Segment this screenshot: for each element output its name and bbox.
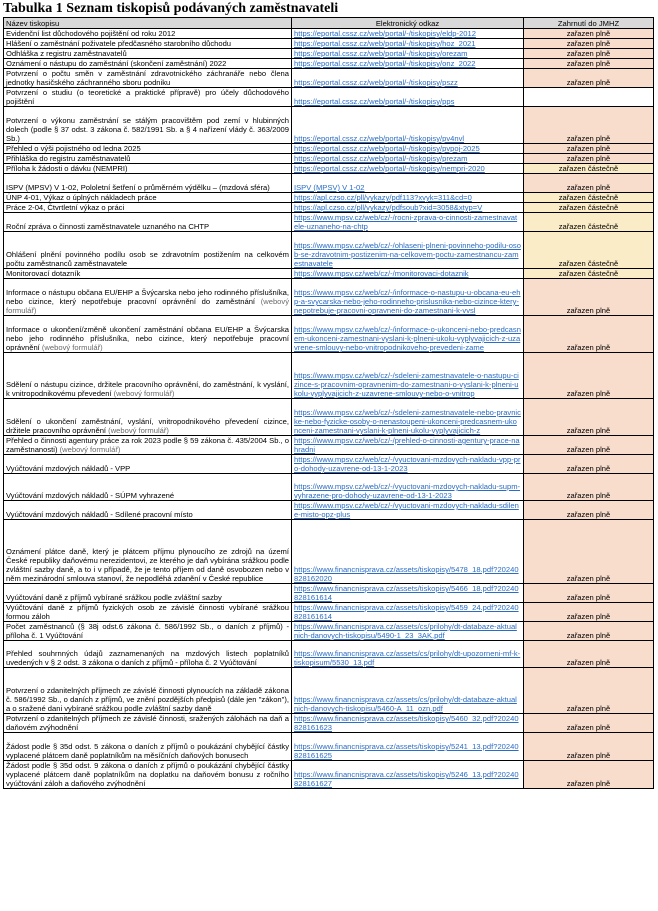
form-name-cell — [4, 107, 292, 144]
jmhz-status: zařazen plně — [524, 279, 654, 316]
form-name: Přehled souhrnných údajů zaznamenaných na mzdových listech poplatníků uvedených v § 2 odst. 3 zákona o daních z příjmů - příloha č. 2 Vyúčtování — [6, 649, 289, 667]
form-name-cell — [4, 733, 292, 761]
table-row — [4, 455, 654, 474]
electronic-link[interactable]: https://eportal.cssz.cz/web/portal/-/tiskopisy/hoz_2021 — [292, 39, 524, 49]
table-row — [4, 59, 654, 69]
table-row — [4, 144, 654, 154]
table-row — [4, 501, 654, 520]
table-row — [4, 668, 654, 714]
web-form-note: (webový formulář) — [59, 445, 121, 454]
electronic-link[interactable]: ISPV (MPSV) V 1-02 — [292, 174, 524, 193]
form-name: Žádost podle § 35d odst. 9 zákona o daních z příjmů o poukázání chybějící částky vyplacené plátcem daně poplatníkům na doplatku na daňovém bonusu z ročního vyúčtování záloh a daňového zvýhodnění — [6, 761, 289, 788]
table-row — [4, 399, 654, 436]
table-row — [4, 436, 654, 455]
table-row — [4, 213, 654, 232]
jmhz-status: zařazen plně — [524, 107, 654, 144]
electronic-link[interactable]: https://www.financnisprava.cz/assets/tiskopisy/5460_32.pdf?20240828161623 — [292, 714, 524, 733]
table-row — [4, 69, 654, 88]
electronic-link[interactable]: https://eportal.cssz.cz/web/portal/-/tiskopisy/orezam — [292, 49, 524, 59]
web-form-note: (webový formulář) — [41, 343, 103, 352]
table-row — [4, 603, 654, 622]
form-name: ÚNP 4-01, Výkaz o úplných nákladech práce — [6, 193, 157, 202]
form-name: Sdělení o ukončení zaměstnání, vyslání, vnitropodnikového převedení cizince, držitele pracovního oprávnění — [6, 417, 289, 435]
jmhz-status: zařazen plně — [524, 39, 654, 49]
form-name: Oznámení o nástupu do zaměstnání (skončení zaměstnání) 2022 — [6, 59, 227, 68]
electronic-link[interactable]: https://eportal.cssz.cz/web/portal/-/tiskopisy/pszz — [292, 69, 524, 88]
form-name-cell — [4, 641, 292, 668]
electronic-link[interactable]: https://www.financnisprava.cz/assets/tiskopisy/5478_18.pdf?20240828162020 — [292, 520, 524, 584]
form-name-cell — [4, 59, 292, 69]
jmhz-status: zařazen plně — [524, 668, 654, 714]
form-name: Oznámení plátce daně, který je plátcem příjmu plynoucího ze zdrojů na území České republiky daňovému nerezidentovi, ze kterého je daň vybírána srážkou podle zvláštní sazby daně, a to i v případě, že je tento příjem od daně osvobozen nebo v něm mezinárodní smlouva stanoví, že nepodléhá zdanění v České republice — [6, 547, 289, 583]
electronic-link[interactable]: https://www.financnisprava.cz/assets/cs/prilohy/dt-databaze-aktualnich-danovych-tiskopisu/5490-1_23_3AK.pdf — [292, 622, 524, 641]
table-row — [4, 29, 654, 39]
table-row — [4, 714, 654, 733]
electronic-link[interactable]: https://www.mpsv.cz/web/cz/-/monitorovaci-dotaznik — [292, 269, 524, 279]
electronic-link[interactable]: https://eportal.cssz.cz/web/portal/-/tiskopisy/onz_2022 — [292, 59, 524, 69]
form-name: Počet zaměstnanců (§ 38j odst.6 zákona č. 586/1992 Sb., o daních z příjmů) - příloha č. 1 Vyúčtování — [6, 622, 289, 640]
electronic-link[interactable]: https://eportal.cssz.cz/web/portal/-/tiskopisy/pvpoj-2025 — [292, 144, 524, 154]
form-name: Monitorovací dotazník — [6, 269, 81, 278]
form-name-cell — [4, 269, 292, 279]
table-row — [4, 174, 654, 193]
form-name: Sdělení o nástupu cizince, držitele pracovního oprávnění, do zaměstnání, k vyslání, k vnitropodnikovému převedení — [6, 380, 289, 398]
table-row — [4, 88, 654, 107]
jmhz-status: zařazen plně — [524, 154, 654, 164]
form-name-cell — [4, 603, 292, 622]
electronic-link[interactable]: https://www.mpsv.cz/web/cz/-/prehled-o-cinnosti-agentury-prace-nahradni — [292, 436, 524, 455]
electronic-link[interactable]: https://www.financnisprava.cz/assets/tiskopisy/5466_18.pdf?20240828161614 — [292, 584, 524, 603]
header-form-name: Název tiskopisu — [4, 18, 292, 29]
form-name-cell — [4, 399, 292, 436]
table-row — [4, 49, 654, 59]
jmhz-status: zařazen plně — [524, 353, 654, 399]
form-name-cell — [4, 193, 292, 203]
jmhz-status: zařazen plně — [524, 584, 654, 603]
table-row — [4, 232, 654, 269]
jmhz-status: zařazen plně — [524, 59, 654, 69]
jmhz-status: zařazen částečně — [524, 232, 654, 269]
form-name: Hlášení o zaměstnání poživatele předčasného starobního důchodu — [6, 39, 232, 48]
form-name: Potvrzení o zdanitelných příjmech ze závislé činnosti, sražených zálohách na daň a daňovém zvýhodnění — [6, 714, 289, 732]
table-row — [4, 316, 654, 353]
form-name-cell — [4, 474, 292, 501]
form-name-cell — [4, 316, 292, 353]
form-name: Vyúčtování mzdových nákladů - SÚPM vyhrazené — [6, 491, 175, 500]
jmhz-status: zařazen plně — [524, 69, 654, 88]
form-name-cell — [4, 436, 292, 455]
electronic-link[interactable]: https://www.mpsv.cz/web/cz/-/vyuctovani-mzdovych-nakladu-sdilene-misto-opz-plus — [292, 501, 524, 520]
form-name: Informace o ukončení/změně ukončení zaměstnání občana EU/EHP a Švýcarska nebo jeho rodinného příslušníka, nebo cizince, který nepotřebuje pracovní oprávnění — [6, 325, 289, 352]
table-caption: Tabulka 1 Seznam tiskopisů podávaných zaměstnavateli — [3, 1, 339, 16]
table-row — [4, 474, 654, 501]
jmhz-status: zařazen plně — [524, 714, 654, 733]
form-name-cell — [4, 279, 292, 316]
jmhz-status: zařazen plně — [524, 144, 654, 154]
table-row — [4, 203, 654, 213]
table-row — [4, 641, 654, 668]
table-row — [4, 622, 654, 641]
jmhz-status: zařazen částečně — [524, 193, 654, 203]
form-name: Přihláška do registru zaměstnavatelů — [6, 154, 131, 163]
form-name-cell — [4, 584, 292, 603]
jmhz-status: zařazen plně — [524, 399, 654, 436]
form-name-cell — [4, 213, 292, 232]
electronic-link[interactable]: https://www.financnisprava.cz/assets/tiskopisy/5459_24.pdf?20240828161614 — [292, 603, 524, 622]
form-name: Roční zpráva o činnosti zaměstnavatele uznaného na CHTP — [6, 222, 210, 231]
table-row — [4, 353, 654, 399]
form-name-cell — [4, 69, 292, 88]
jmhz-status: zařazen plně — [524, 436, 654, 455]
electronic-link[interactable]: https://www.mpsv.cz/web/cz/-/rocni-zprava-o-cinnosti-zamestnavatele-uznaneho-na-chtp — [292, 213, 524, 232]
electronic-link[interactable]: https://www.mpsv.cz/web/cz/-/ohlaseni-plneni-povinneho-podilu-osob-se-zdravotnim-postizenim-na-celkovem-poctu-zamestnancu-zamestnavatele — [292, 232, 524, 269]
electronic-link[interactable]: https://apl.czso.cz/pll/vykazy/pdf113?xvyk=311&cd=0 — [292, 193, 524, 203]
form-name-cell — [4, 29, 292, 39]
form-name-cell — [4, 232, 292, 269]
table-row — [4, 269, 654, 279]
table-row — [4, 164, 654, 174]
form-name: Žádost podle § 35d odst. 5 zákona o daních z příjmů o poukázání chybějící částky vyplacené plátcem daně poplatníkům na měsíčních daňových bonusech — [6, 742, 289, 760]
jmhz-status: zařazen plně — [524, 761, 654, 789]
jmhz-status: zařazen částečně — [524, 213, 654, 232]
form-name: ISPV (MPSV) V 1-02, Pololetní šetření o průměrném výdělku – (mzdová sféra) — [6, 183, 270, 192]
form-name-cell — [4, 49, 292, 59]
form-name: Ohlášení plnění povinného podílu osob se zdravotním postižením na celkovém počtu zaměstnanců zaměstnavatele — [6, 250, 289, 268]
electronic-link[interactable]: https://www.mpsv.cz/web/cz/-/informace-o-nastupu-u-obcana-eu-ehp-a-svycarska-nebo-jeho-rodinneho-prislusnika-nebo-cizince-ktery-nepotrebuje-pracovni-opravneni-do-zamestnani-k-vvsl — [292, 279, 524, 316]
form-name-cell — [4, 761, 292, 789]
electronic-link[interactable]: https://www.mpsv.cz/web/cz/-/vyuctovani-mzdovych-nakladu-supm-vyhrazene-pro-dohody-uzavrene-od-13-1-2023 — [292, 474, 524, 501]
electronic-link[interactable]: https://eportal.cssz.cz/web/portal/-/tiskopisy/eldp-2012 — [292, 29, 524, 39]
electronic-link[interactable]: https://www.financnisprava.cz/assets/cs/prilohy/dt-databaze-aktualnich-danovych-tiskopisu/5460-A_11_ozn.pdf — [292, 668, 524, 714]
jmhz-status: zařazen plně — [524, 29, 654, 39]
table-row — [4, 154, 654, 164]
jmhz-status: zařazen částečně — [524, 203, 654, 213]
form-name: Vyúčtování mzdových nákladů - VPP — [6, 464, 131, 473]
form-name-cell — [4, 174, 292, 193]
jmhz-status: zařazen plně — [524, 733, 654, 761]
electronic-link[interactable]: https://eportal.cssz.cz/web/portal/-/tiskopisy/pps — [292, 88, 524, 107]
form-name: Příloha k žádosti o dávku (NEMPRI) — [6, 164, 128, 173]
table-row — [4, 107, 654, 144]
jmhz-status: zařazen plně — [524, 455, 654, 474]
electronic-link[interactable]: https://apl.czso.cz/pll/vykazy/pdfsoub?xid=3058&xtyp=V — [292, 203, 524, 213]
form-name-cell — [4, 501, 292, 520]
table-row — [4, 733, 654, 761]
table-row — [4, 279, 654, 316]
form-name-cell — [4, 154, 292, 164]
web-form-note: (webový formulář) — [6, 297, 289, 315]
form-name-cell — [4, 203, 292, 213]
form-name: Informace o nástupu občana EU/EHP a Švýcarska nebo jeho rodinného příslušníka, nebo cizince, který nepotřebuje pracovní oprávnění do zaměstnání — [6, 288, 289, 306]
form-name: Potvrzení o výkonu zaměstnání se stálým pracovištěm pod zemí v hlubinných dolech (podle § 37 odst. 3 zákona č. 582/1991 Sb. a § 4 nařízení vlády č. 363/2009 Sb.) — [6, 116, 289, 143]
table-body — [4, 29, 654, 789]
electronic-link[interactable]: https://www.mpsv.cz/web/cz/-/vyuctovani-mzdovych-nakladu-vpp-pro-dohody-uzavrene-od-13-1-2023 — [292, 455, 524, 474]
jmhz-status: zařazen plně — [524, 641, 654, 668]
form-name: Vyúčtování daně z příjmů fyzických osob ze závislé činnosti vybírané srážkou formou záloh — [6, 603, 289, 621]
jmhz-status: zařazen plně — [524, 316, 654, 353]
form-name-cell — [4, 455, 292, 474]
table-row — [4, 761, 654, 789]
table-row — [4, 193, 654, 203]
form-name-cell — [4, 164, 292, 174]
form-name: Potvrzení o počtu směn v zaměstnání zdravotnického záchranáře nebo člena jednotky hasičského záchranného sboru podniku — [6, 69, 289, 87]
table-row — [4, 584, 654, 603]
electronic-link[interactable]: https://www.mpsv.cz/web/cz/-/sdeleni-zamestnavatele-nebo-pravnicke-nebo-fyzicke-osoby-o-nenastoupeni-ukonceni-predcasnem-ukonceni-zamestnani-vyslani-k-plneni-ukolu-vyplyvajicich-z — [292, 399, 524, 436]
jmhz-status: zařazen plně — [524, 622, 654, 641]
form-name: Přehled o výši pojistného od ledna 2025 — [6, 144, 141, 153]
electronic-link[interactable]: https://eportal.cssz.cz/web/portal/-/tiskopisy/nempri-2020 — [292, 164, 524, 174]
electronic-link[interactable]: https://www.financnisprava.cz/assets/cs/prilohy/dt-upozorneni-mf-k-tiskopisum/5530_13.pdf — [292, 641, 524, 668]
form-name-cell — [4, 668, 292, 714]
jmhz-status: zařazen plně — [524, 49, 654, 59]
jmhz-status: zařazen částečně — [524, 269, 654, 279]
web-form-note: (webový formulář) — [108, 426, 169, 435]
table-row — [4, 520, 654, 584]
forms-table — [3, 17, 654, 789]
form-name-cell — [4, 88, 292, 107]
jmhz-status: zařazen plně — [524, 603, 654, 622]
electronic-link[interactable]: https://eportal.cssz.cz/web/portal/-/tiskopisy/prezam — [292, 154, 524, 164]
form-name-cell — [4, 520, 292, 584]
form-name: Potvrzení o zdanitelných příjmech ze závislé činnosti plynoucích na základě zákona č. 586/1992 Sb., o daních z příjmů, ve znění pozdějších předpisů (dále jen "zákon"), a o sražené dani vybírané srážkou podle zvláštní sazby daně — [6, 686, 289, 713]
electronic-link[interactable]: https://www.financnisprava.cz/assets/tiskopisy/5246_13.pdf?20240828161627 — [292, 761, 524, 789]
form-name: Potvrzení o studiu (o teoretické a praktické přípravě) pro účely důchodového pojištění — [6, 88, 289, 106]
form-name: Vyúčtování mzdových nákladů - Sdílené pracovní místo — [6, 510, 193, 519]
jmhz-status: zařazen částečně — [524, 164, 654, 174]
form-name-cell — [4, 714, 292, 733]
electronic-link[interactable]: https://eportal.cssz.cz/web/portal/-/tiskopisy/pv4nvl — [292, 107, 524, 144]
jmhz-status: zařazen plně — [524, 474, 654, 501]
form-name: Evidenční list důchodového pojištění od roku 2012 — [6, 29, 176, 38]
header-electronic-link: Elektronický odkaz — [292, 18, 524, 29]
electronic-link[interactable]: https://www.mpsv.cz/web/cz/-/informace-o-ukonceni-nebo-predcasnem-ukonceni-zamestnani-vyslani-k-plneni-ukolu-vyplyvajicich-z-uzavrene-smlouvy-nebo-vnitropodnikoveho-prevedeni-zame — [292, 316, 524, 353]
jmhz-status: zařazen plně — [524, 520, 654, 584]
jmhz-status — [524, 88, 654, 107]
table-header-row — [4, 18, 654, 29]
web-form-note: (webový formulář) — [113, 389, 175, 398]
jmhz-status: zařazen plně — [524, 174, 654, 193]
form-name: Práce 2-04, Čtvrtletní výkaz o práci — [6, 203, 125, 212]
form-name-cell — [4, 622, 292, 641]
header-jmhz-inclusion: Zahrnutí do JMHZ — [524, 18, 654, 29]
form-name-cell — [4, 39, 292, 49]
jmhz-status: zařazen plně — [524, 501, 654, 520]
electronic-link[interactable]: https://www.financnisprava.cz/assets/tiskopisy/5241_13.pdf?20240828161625 — [292, 733, 524, 761]
table-row — [4, 39, 654, 49]
form-name: Přehled o činnosti agentury práce za rok 2023 podle § 59 zákona č. 435/2004 Sb., o zaměstnanosti) — [6, 436, 289, 454]
electronic-link[interactable]: https://www.mpsv.cz/web/cz/-/sdeleni-zamestnavatele-o-nastupu-cizince-s-pracovnim-opravnenim-do-zamestnani-o-vyslani-k-plneni-ukolu-vyplyvajicich-z-uzavrene-smlouvy-nebo-o-vnitrop — [292, 353, 524, 399]
form-name-cell — [4, 353, 292, 399]
form-name-cell — [4, 144, 292, 154]
form-name: Vyúčtování daně z příjmů vybírané srážkou podle zvláštní sazby — [6, 593, 222, 602]
form-name: Odhláška z registru zaměstnavatelů — [6, 49, 127, 58]
